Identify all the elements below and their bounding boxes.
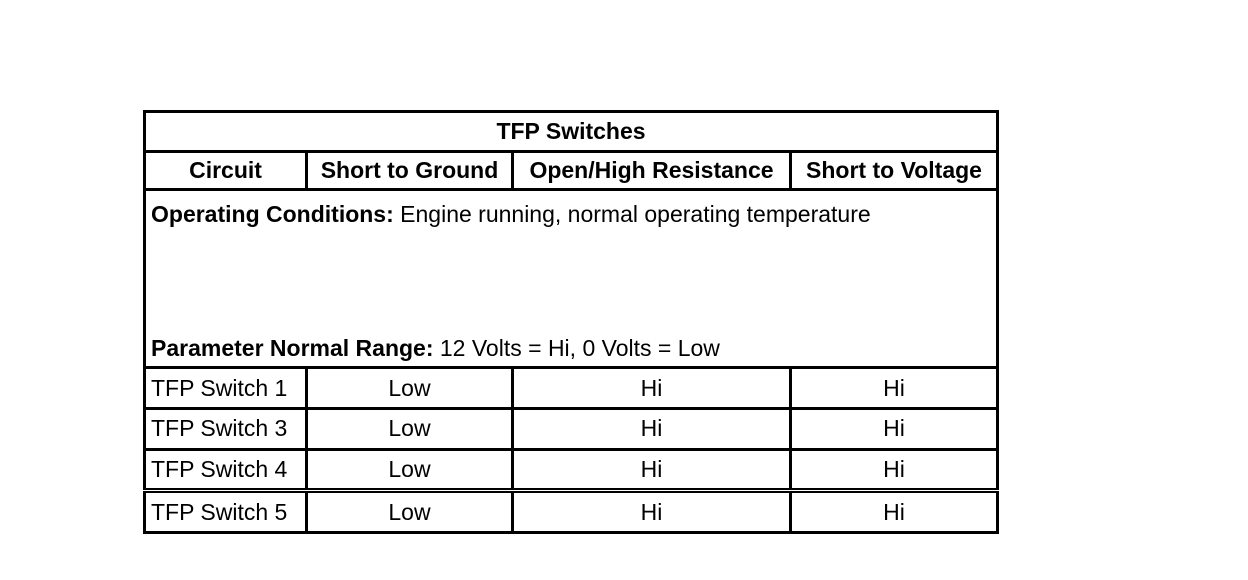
conditions-row bbox=[145, 190, 998, 368]
header-short-to-ground: Short to Ground bbox=[307, 151, 513, 190]
short-to-ground-cell: Low bbox=[307, 368, 513, 409]
open-high-resistance-cell: Hi bbox=[513, 449, 791, 491]
table-row bbox=[145, 491, 998, 533]
conditions-box bbox=[146, 191, 996, 363]
parameter-normal-range-text: 12 Volts = Hi, 0 Volts = Low bbox=[433, 335, 720, 362]
short-to-ground-cell: Low bbox=[307, 491, 513, 533]
table-row bbox=[145, 449, 998, 491]
open-high-resistance-cell: Hi bbox=[513, 368, 791, 409]
table-row bbox=[145, 368, 998, 409]
parameter-normal-range bbox=[151, 337, 720, 360]
open-high-resistance-cell: Hi bbox=[513, 491, 791, 533]
header-short-to-voltage: Short to Voltage bbox=[791, 151, 998, 190]
conditions-cell bbox=[145, 190, 998, 368]
circuit-cell: TFP Switch 1 bbox=[145, 368, 307, 409]
operating-conditions bbox=[151, 203, 871, 226]
short-to-ground-cell: Low bbox=[307, 408, 513, 449]
open-high-resistance-cell: Hi bbox=[513, 408, 791, 449]
short-to-voltage-cell: Hi bbox=[791, 491, 998, 533]
header-circuit: Circuit bbox=[145, 151, 307, 190]
table-header-row bbox=[145, 151, 998, 190]
short-to-voltage-cell: Hi bbox=[791, 449, 998, 491]
header-open-high-resistance: Open/High Resistance bbox=[513, 151, 791, 190]
table-title: TFP Switches bbox=[145, 112, 998, 152]
table-row bbox=[145, 408, 998, 449]
circuit-cell: TFP Switch 4 bbox=[145, 449, 307, 491]
tfp-switches-table bbox=[143, 110, 999, 534]
operating-conditions-label: Operating Conditions: bbox=[151, 201, 394, 228]
short-to-ground-cell: Low bbox=[307, 449, 513, 491]
circuit-cell: TFP Switch 5 bbox=[145, 491, 307, 533]
short-to-voltage-cell: Hi bbox=[791, 368, 998, 409]
parameter-normal-range-label: Parameter Normal Range: bbox=[151, 335, 434, 362]
operating-conditions-text: Engine running, normal operating temperature bbox=[393, 201, 871, 228]
short-to-voltage-cell: Hi bbox=[791, 408, 998, 449]
circuit-cell: TFP Switch 3 bbox=[145, 408, 307, 449]
table-title-row bbox=[145, 112, 998, 152]
